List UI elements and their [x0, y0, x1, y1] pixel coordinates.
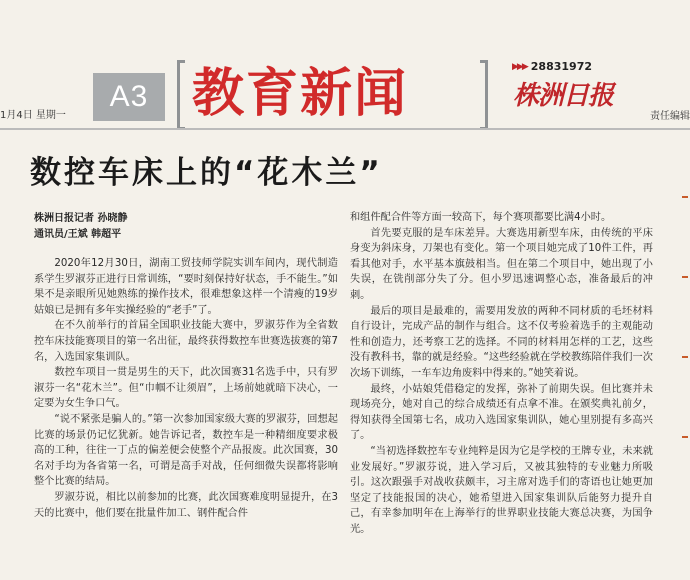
- edge-mark: [682, 436, 688, 438]
- title-bracket-right: [480, 60, 488, 130]
- article-column-left: [34, 256, 338, 521]
- article-column-right: [350, 210, 653, 537]
- paragraph: “当初选择数控车专业纯粹是因为它是学校的王牌专业，未来就业发展好。”罗淑芬说，进入学习后，又被其独特的专业魅力所吸引。这次跟强手对战收获颇丰，习主席对选手们的寄语也让她更加坚定了技能报国的决心，她希望进入国家集训队后能努力提升自己，有幸参加明年在上海举行的世界职业技能大赛总决赛，为国争光。: [350, 445, 653, 535]
- byline-reporter: 株洲日报记者 孙晓静: [34, 213, 128, 224]
- edge-mark: [682, 196, 688, 198]
- byline-correspondents: 通讯员/王斌 韩超平: [34, 229, 122, 240]
- paragraph: 数控车项目一贯是男生的天下，此次国赛31名选手中，只有罗淑芬一名“花木兰”。但“巾帼不让须眉”，上场前她就暗下决心，一定要为女生争口气。: [34, 367, 338, 410]
- section-title: 教育新闻: [192, 63, 409, 124]
- newspaper-logo: 株洲日报: [513, 81, 614, 111]
- article-headline: 数控车床上的“花木兰”: [30, 155, 383, 191]
- paragraph: 最终，小姑娘凭借稳定的发挥，弥补了前期失误。但比赛并未现场亮分，她对自己的综合成绩还有点拿不准。在颁奖典礼前夕，得知获得全国第七名，成功入选国家集训队，她心里别提有多高兴了。: [350, 383, 653, 442]
- adjacent-column-marks: [682, 196, 690, 516]
- byline: [34, 211, 127, 243]
- paragraph: 在不久前举行的首届全国职业技能大赛中，罗淑芬作为全省数控车床技能赛项目的第一名出征，最终获得数控车世赛选拔赛的第7名，入选国家集训队。: [34, 320, 338, 363]
- paragraph: 首先要克服的是车床差异。大赛选用新型车床，由传统的平床身变为斜床身，刀架也有变化。第一个项目她完成了10件工件，再看其他对手，水平基本旗鼓相当。但在第二个项目中，她出现了小失误，在铣削部分失了分。但小罗迅速调整心态，准备最后的冲刺。: [350, 227, 653, 301]
- edge-mark: [682, 276, 688, 278]
- paragraph: 罗淑芬说，相比以前参加的比赛，此次国赛难度明显提升，在3天的比赛中，他们要在批量件加工、钢件配合件: [34, 491, 338, 519]
- edge-mark: [682, 356, 688, 358]
- masthead-divider: [0, 128, 690, 130]
- paragraph: 最后的项目是最难的，需要用发放的两种不同材质的毛坯材料自行设计，完成产品的制作与组合。这不仅考验着选手的主观能动性和创造力，还考察工艺的选择。不同的材料用怎样的工艺，这些没有教科书，靠的就是经验。“这些经验就在学校教练陪伴我们一次次场下训练，一车车边角废料中得来的。”她笑着说。: [350, 305, 653, 379]
- issue-date: 1月4日 星期一: [0, 110, 66, 121]
- paragraph: “说不紧张是骗人的。”第一次参加国家级大赛的罗淑芬，回想起比赛的场景仍记忆犹新。她告诉记者，数控车是一种精细度要求极高的工种，往往一丁点的偏差便会使整个产品报废。此次国赛，30名对手均为各省第一名，可谓是高手对战，任何细微失误都将影响整个比赛的结局。: [34, 413, 338, 488]
- page-number-badge: A3: [93, 73, 165, 121]
- hotline: [512, 60, 592, 73]
- arrow-icons: ▶▶▶: [512, 61, 527, 72]
- title-bracket-left: [177, 60, 185, 130]
- paragraph: 2020年12月30日，湖南工贸技师学院实训车间内，现代制造系学生罗淑芬正进行日常训练，“要时刻保持好状态，手不能生。”如果不是亲眼所见她熟练的操作技术，很难想象这样一个清瘦的19岁姑娘已是拥有多年实操经验的“老手”了。: [34, 258, 338, 316]
- paragraph-continued: 和组件配合件等方面一较高下，每个赛项都要比满4小时。: [350, 212, 612, 223]
- editor-label: 责任编辑: [650, 111, 690, 122]
- hotline-number: 28831972: [530, 60, 592, 73]
